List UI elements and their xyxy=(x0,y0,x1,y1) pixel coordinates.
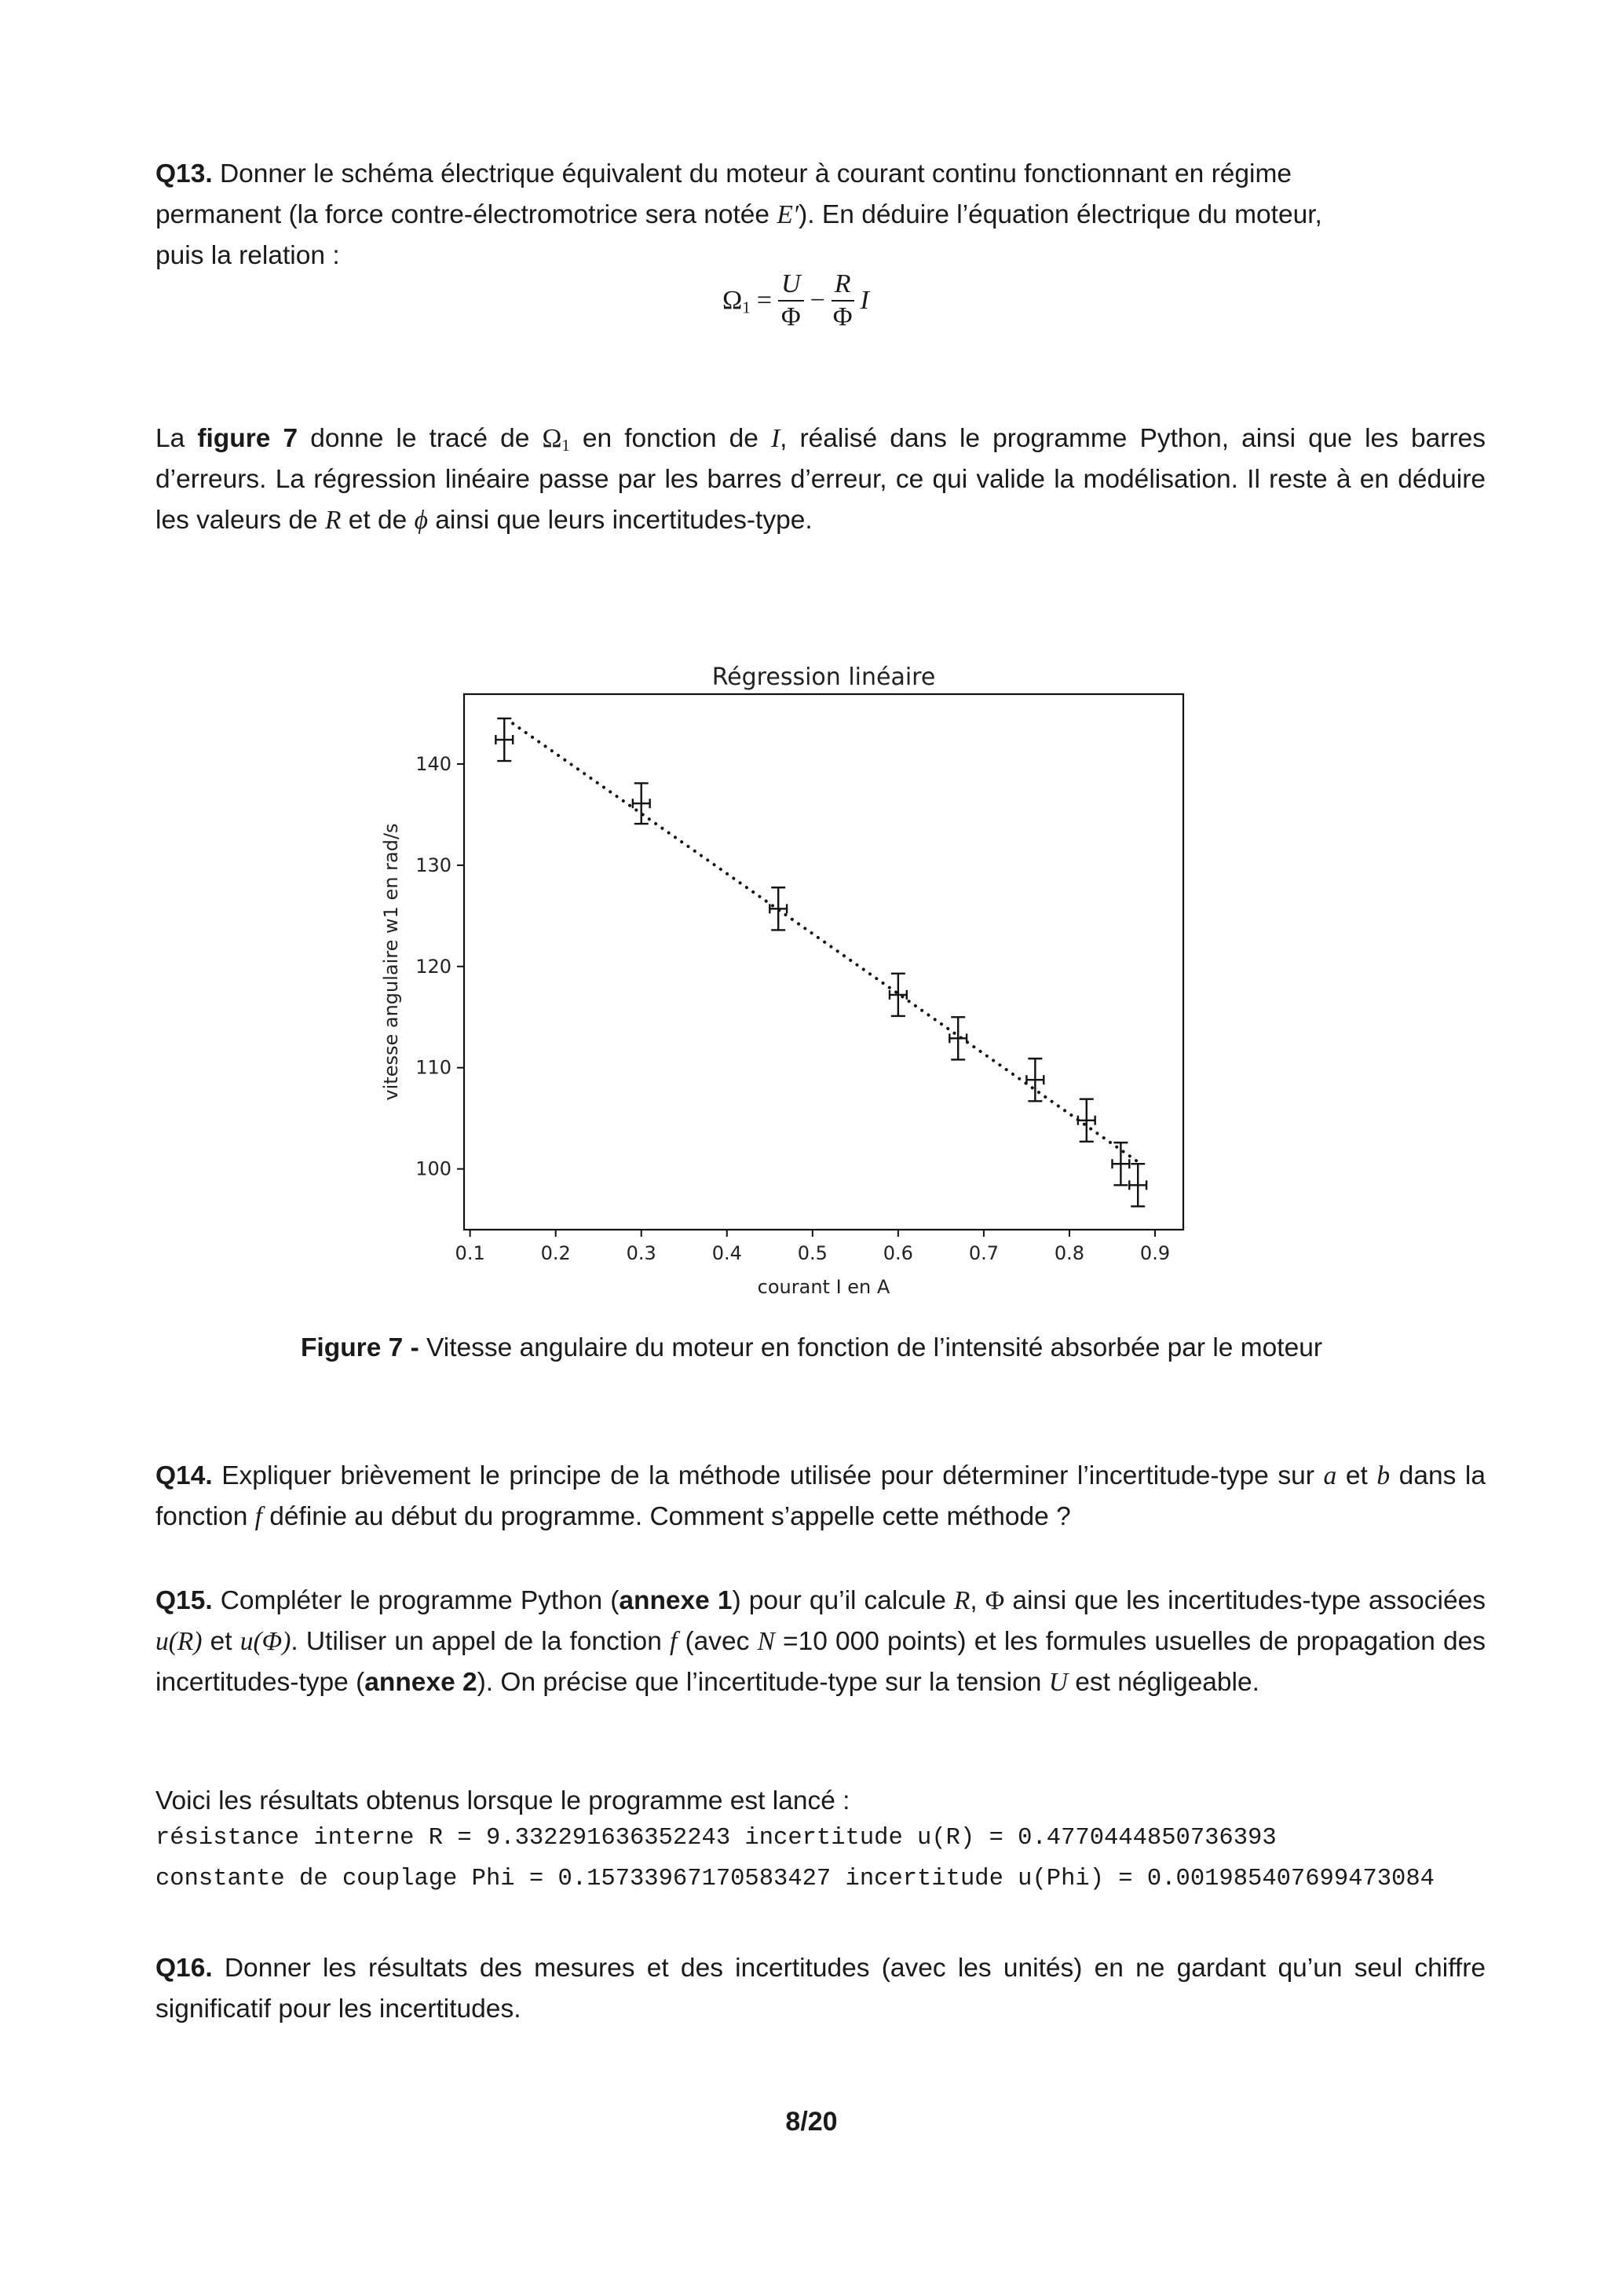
eq-fraction-u-phi xyxy=(778,269,804,333)
q15-text: est négligeable. xyxy=(1067,1668,1259,1697)
y-tick-label: 110 xyxy=(415,1056,451,1079)
figure-intro-paragraph xyxy=(155,419,1486,541)
eq-omega-sub: 1 xyxy=(742,298,751,317)
q13-label: Q13. xyxy=(155,159,213,188)
symbol-u: U xyxy=(1048,1668,1068,1697)
x-tick-label: 0.3 xyxy=(626,1242,656,1264)
x-tick-label: 0.8 xyxy=(1054,1242,1085,1264)
symbol-e-prime: E′ xyxy=(777,200,799,229)
equation-omega1 xyxy=(722,265,869,336)
annexe-1-ref: annexe 1 xyxy=(619,1586,733,1615)
plot-frame xyxy=(464,694,1183,1230)
q15-text: =10 000 points) et les formules usuelles de propagation des incertitudes-type ( xyxy=(155,1627,1486,1697)
eq-frac2-num: R xyxy=(832,269,854,302)
result-line-phi: constante de couplage Phi = 0.15733967170583427 incertitude u(Phi) = 0.001985407699473084 xyxy=(155,1866,1435,1892)
data-point xyxy=(1129,1164,1146,1206)
q15-label: Q15. xyxy=(155,1586,213,1615)
eq-frac2-den: Φ xyxy=(832,302,853,331)
q13-line2a: permanent (la force contre-électromotrice sera notée xyxy=(155,200,777,229)
symbol-r: R xyxy=(325,506,342,535)
symbol-omega1 xyxy=(542,424,569,453)
question-14 xyxy=(155,1456,1486,1537)
data-point xyxy=(949,1017,967,1059)
intro-text: donne le tracé de xyxy=(298,424,543,453)
q15-text: (avec xyxy=(677,1627,758,1656)
q13-line2b: ). En déduire l’équation électrique du moteur, xyxy=(799,200,1322,229)
data-point xyxy=(633,783,650,824)
omega: Ω xyxy=(542,424,562,453)
q15-text: Compléter le programme Python ( xyxy=(212,1586,620,1615)
var-f: f xyxy=(669,1627,678,1656)
x-axis-ticks xyxy=(455,1230,1171,1264)
figure-caption-text: Vitesse angulaire du moteur en fonction de l’intensité absorbée par le moteur xyxy=(419,1333,1323,1362)
q14-text: Expliquer brièvement le principe de la méthode utilisée pour déterminer l’incertitude-type sur xyxy=(212,1461,1324,1490)
q14-text: définie au début du programme. Comment s’appelle cette méthode ? xyxy=(261,1502,1071,1531)
x-tick-label: 0.9 xyxy=(1139,1242,1171,1264)
q14-text: et xyxy=(1336,1461,1377,1490)
x-tick-label: 0.4 xyxy=(711,1242,742,1264)
x-tick-label: 0.2 xyxy=(540,1242,571,1264)
var-a: a xyxy=(1323,1461,1337,1490)
eq-omega: Ω xyxy=(722,286,743,315)
figure-caption xyxy=(0,1333,1623,1363)
regression-line xyxy=(513,723,1138,1161)
regression-dotted-line xyxy=(513,723,1138,1161)
var-b: b xyxy=(1376,1461,1391,1490)
q15-text: ainsi que les incertitudes-type associées xyxy=(1004,1586,1486,1615)
data-point xyxy=(769,887,787,930)
eq-equals: = xyxy=(756,286,773,315)
x-tick-label: 0.1 xyxy=(455,1242,485,1264)
q14-label: Q14. xyxy=(155,1461,213,1490)
question-16 xyxy=(155,1948,1486,2030)
intro-text: en fonction de xyxy=(569,424,771,453)
q15-text: ) pour qu’il calcule xyxy=(732,1586,954,1615)
y-axis-label: vitesse angulaire w1 en rad/s xyxy=(380,823,402,1101)
omega-sub: 1 xyxy=(561,437,570,455)
y-axis-ticks xyxy=(415,753,464,1180)
symbol-u-r: u(R) xyxy=(155,1627,203,1656)
eq-frac1-den: Φ xyxy=(780,302,801,331)
symbol-phi: Φ xyxy=(985,1586,1005,1615)
figure-caption-label: Figure 7 - xyxy=(300,1333,419,1362)
q15-text: ). On précise que l’incertitude-type sur la tension xyxy=(477,1668,1049,1697)
x-tick-label: 0.6 xyxy=(883,1242,913,1264)
eq-current-i: I xyxy=(860,286,869,315)
intro-text: et de xyxy=(341,506,415,535)
chart-title: Régression linéaire xyxy=(711,664,936,691)
y-tick-label: 130 xyxy=(415,854,451,876)
data-point xyxy=(1078,1099,1095,1142)
x-tick-label: 0.5 xyxy=(797,1242,828,1264)
annexe-2-ref: annexe 2 xyxy=(364,1668,477,1697)
q13-line1: Donner le schéma électrique équivalent du moteur à courant continu fonctionnant en régime xyxy=(219,159,1292,188)
q13-line3: puis la relation : xyxy=(155,241,340,270)
data-point xyxy=(495,718,513,761)
intro-text: ainsi que leurs incertitudes-type. xyxy=(427,506,813,535)
y-tick-label: 100 xyxy=(415,1157,451,1180)
result-line-resistance: résistance interne R = 9.332291636352243 incertitude u(R) = 0.4770444850736393 xyxy=(155,1825,1277,1852)
data-point xyxy=(1026,1058,1044,1101)
q15-text: et xyxy=(202,1627,240,1656)
x-axis-label: courant I en A xyxy=(757,1276,890,1298)
page-number: 8/20 xyxy=(785,2107,838,2137)
figure-ref: figure 7 xyxy=(197,424,298,453)
symbol-i: I xyxy=(770,424,780,453)
x-tick-label: 0.7 xyxy=(968,1242,1000,1264)
q15-text: . Utiliser un appel de la fonction xyxy=(291,1627,670,1656)
results-intro: Voici les résultats obtenus lorsque le programme est lancé : xyxy=(155,1786,850,1815)
eq-lhs xyxy=(722,286,751,316)
y-tick-label: 120 xyxy=(415,955,451,978)
data-points-errorbars xyxy=(495,718,1146,1206)
q16-label: Q16. xyxy=(155,1954,213,1983)
q14-text: dans la fonction xyxy=(155,1461,1486,1531)
eq-frac1-num: U xyxy=(778,269,804,302)
var-f: f xyxy=(254,1502,262,1531)
data-point xyxy=(1112,1143,1129,1185)
question-15 xyxy=(155,1581,1486,1703)
y-tick-label: 140 xyxy=(415,752,451,775)
symbol-r: R xyxy=(953,1586,971,1615)
eq-fraction-r-phi xyxy=(832,269,854,333)
q16-text: Donner les résultats des mesures et des incertitudes (avec les unités) en ne gardant qu’un seul chiffre significatif pour les incertitudes. xyxy=(155,1954,1486,2024)
var-n: N xyxy=(757,1627,775,1656)
data-point xyxy=(890,974,907,1016)
symbol-phi: ϕ xyxy=(414,506,428,535)
eq-minus: − xyxy=(810,286,825,315)
q15-text: , xyxy=(970,1586,985,1615)
regression-chart xyxy=(345,644,1241,1303)
question-13 xyxy=(155,154,1486,276)
intro-text: La xyxy=(155,424,198,453)
intro-text: , réalisé dans le programme Python, ainsi que les barres d’erreurs. La régression linéaire passe par les barres d’erreur, ce qui valide la modélisation. Il reste à en déduire les valeurs de xyxy=(155,424,1486,535)
symbol-u-phi: u(Φ) xyxy=(239,1627,291,1656)
